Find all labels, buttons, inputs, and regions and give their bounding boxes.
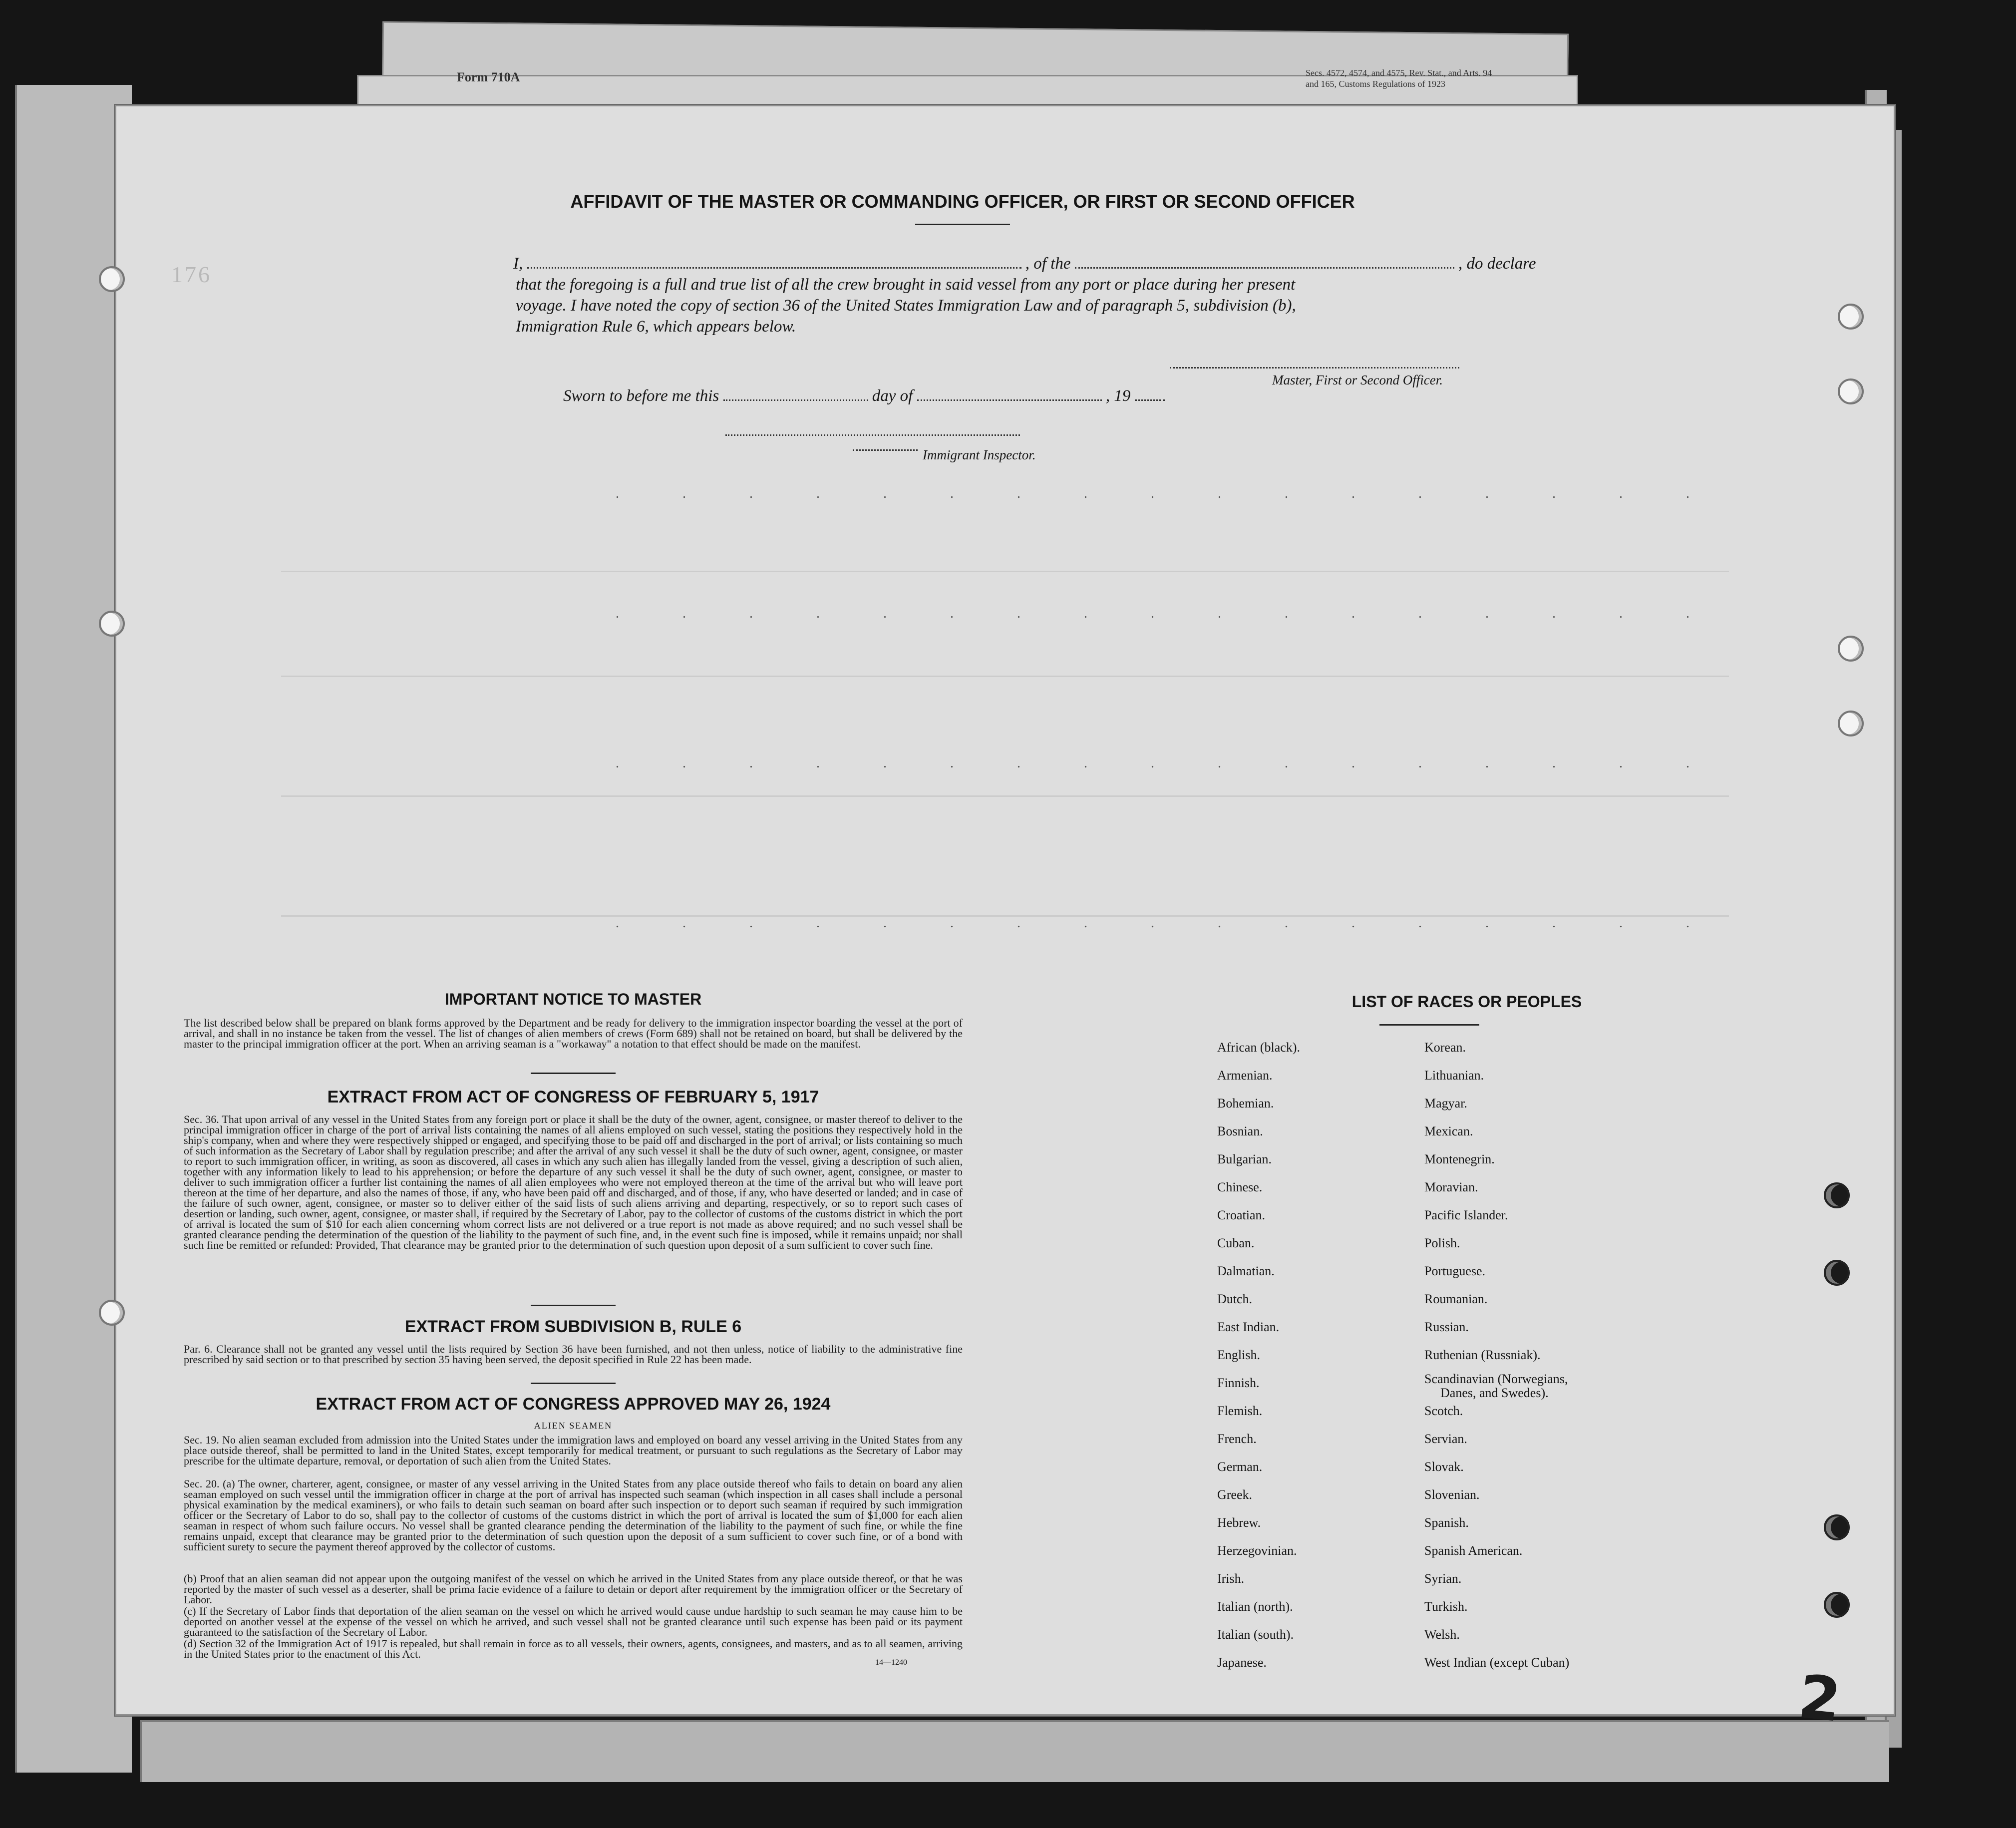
extract-1924-title: EXTRACT FROM ACT OF CONGRESS APPROVED MAY 26, 1924 — [316, 1395, 831, 1414]
punch-hole — [1838, 304, 1864, 330]
race-item: Ruthenian (Russniak). — [1424, 1348, 1541, 1362]
race-item: Polish. — [1424, 1236, 1460, 1250]
extract-rule6-title: EXTRACT FROM SUBDIVISION B, RULE 6 — [404, 1317, 742, 1336]
race-item: English. — [1217, 1348, 1260, 1362]
race-item: Slovenian. — [1424, 1487, 1480, 1502]
race-item: Bohemian. — [1217, 1096, 1274, 1110]
sworn-text: Sworn to before me this — [563, 387, 719, 405]
sworn-year-blank[interactable] — [1135, 387, 1165, 401]
affidavit-line-2: that the foregoing is a full and true list of all the crew brought in said vessel from any port or place during her present — [516, 276, 1296, 294]
race-item: Herzegovinian. — [1217, 1543, 1297, 1558]
notice-body: The list described below shall be prepared on blank forms approved by the Department and be ready for delivery to the immigration inspector boarding the vessel at the port of arrival, and shall in no instance be taken from the vessel. The list of changes of alien members of crews (Form 689) shall not be retained on board, but shall be delivered by the master to the principal immigration officer at the port. When an arriving seaman is a "workaway" a notation to that effect should be made on the manifest. — [184, 1017, 963, 1050]
sworn-day-blank[interactable] — [723, 387, 868, 401]
races-rule — [1379, 1024, 1479, 1026]
notice-rule — [531, 1073, 616, 1074]
punch-hole — [99, 266, 125, 292]
affidavit-line-4: Immigration Rule 6, which appears below. — [516, 318, 796, 336]
race-item: Hebrew. — [1217, 1515, 1261, 1530]
underlying-sheet-bottom — [140, 1720, 1889, 1782]
race-item: Scotch. — [1424, 1404, 1463, 1418]
punch-hole — [1824, 1260, 1850, 1286]
race-item: Dutch. — [1217, 1292, 1253, 1306]
inspector-caption: Immigrant Inspector. — [923, 447, 1036, 462]
race-item: Lithuanian. — [1424, 1068, 1484, 1083]
vessel-blank[interactable] — [1075, 255, 1454, 269]
race-item: Welsh. — [1424, 1627, 1460, 1642]
sec-20a: Sec. 20. (a) The owner, charterer, agent, consignee, or master of any vessel arriving in the United States from any place outside thereof who fails to detain on board any alien seaman employed on such vessel until the immigration officer in charge at the port of arrival has inspected such seaman (which inspection in all cases shall include a personal physical examination by the medical examiners), or who fails to detain such seaman on board after such inspection or to deport such seaman if required by such immigration officer or the Secretary of Labor to do so, shall pay to the collector of customs of the customs district in which the port of arrival is located the sum of $1,000 for each alien seaman in respect of whom such failure occurs. No vessel shall be granted clearance pending the determination of the liability to the payment of such fine, or while the fine remains unpaid, except that clearance may be granted prior to the determination of such question upon the deposit of a sum sufficient to cover such fine, or of a bond with sufficient surety to secure the payment thereof approved by the collector of customs. — [184, 1477, 963, 1553]
extract-rule6-body: Par. 6. Clearance shall not be granted any vessel until the lists required by Section 36 have been furnished, and not then unless, notice of liability to the administrative fine prescribed by said section or to that prescribed by section 35 having been served, the deposit specified in Rule 22 has been made. — [184, 1343, 963, 1366]
race-item: Dalmatian. — [1217, 1264, 1275, 1278]
race-item: Cuban. — [1217, 1236, 1255, 1250]
race-item: West Indian (except Cuban) — [1424, 1655, 1570, 1670]
race-item: German. — [1217, 1460, 1263, 1474]
race-item: Japanese. — [1217, 1655, 1267, 1670]
race-item: Turkish. — [1424, 1599, 1468, 1614]
master-caption: Master, First or Second Officer. — [1272, 372, 1443, 387]
notice-title: IMPORTANT NOTICE TO MASTER — [444, 990, 702, 1008]
affidavit-declaration-line — [513, 254, 1536, 274]
affidavit-sheet — [115, 105, 1895, 1736]
bleed-through-line — [281, 571, 1729, 572]
race-item: African (black). — [1217, 1040, 1301, 1055]
race-item: Mexican. — [1424, 1124, 1473, 1138]
punch-hole — [1824, 1592, 1850, 1618]
race-item: Italian (north). — [1217, 1599, 1293, 1614]
form-number: 14—1240 — [875, 1658, 907, 1667]
race-item: Bosnian. — [1217, 1124, 1263, 1138]
extract-rule6-rule — [531, 1383, 616, 1384]
race-item: Irish. — [1217, 1571, 1245, 1586]
affidavit-title: AFFIDAVIT OF THE MASTER OR COMMANDING OFFICER, OR FIRST OR SECOND OFFICER — [570, 191, 1355, 212]
affidavit-line-3: voyage. I have noted the copy of section 36 of the United States Immigration Law and of paragraph 5, subdivision (b), — [516, 297, 1296, 315]
punch-hole — [1838, 636, 1864, 662]
punch-hole — [1838, 711, 1864, 736]
race-item: Pacific Islander. — [1424, 1208, 1508, 1222]
race-item: Spanish. — [1424, 1515, 1469, 1530]
race-item: Spanish American. — [1424, 1543, 1523, 1558]
race-item: Scandinavian (Norwegians, — [1424, 1372, 1568, 1386]
extract-1917-rule — [531, 1305, 616, 1306]
underlying-sheet-left — [15, 85, 132, 1773]
declaration-i: I, — [513, 255, 523, 273]
extract-1917-title: EXTRACT FROM ACT OF CONGRESS OF FEBRUARY 5, 1917 — [327, 1088, 819, 1106]
sections-reference: Secs. 4572, 4574, and 4575, Rev. Stat., and Arts. 94 and 165, Customs Regulations of 1923 — [1306, 68, 1492, 89]
inspector-short-line — [853, 448, 918, 451]
bleed-through-dots: . . . . . . . . . . . . . . . . . — [616, 915, 1719, 931]
declaration-of-the: , of the — [1025, 255, 1071, 273]
name-blank[interactable] — [527, 255, 1021, 269]
race-item: Italian (south). — [1217, 1627, 1294, 1642]
inspector-signature-line[interactable] — [725, 433, 1020, 436]
punch-hole — [1824, 1182, 1850, 1208]
handwritten-mark: 2 — [1795, 1662, 1844, 1736]
sec-20c: (c) If the Secretary of Labor finds that deportation of the alien seaman on the vessel on which he arrived would cause undue hardship to such seaman he may cause him to be deported on another vessel at the expense of the vessel on which he arrived, and such vessel shall not be granted clearance until such expense has been paid or its payment guaranteed to the satisfaction of the Secretary of Labor. — [184, 1605, 963, 1638]
punch-hole — [1824, 1514, 1850, 1540]
punch-hole — [99, 611, 125, 637]
race-item: Moravian. — [1424, 1180, 1478, 1194]
race-item: Portuguese. — [1424, 1264, 1486, 1278]
bleed-through-dots: . . . . . . . . . . . . . . . . . — [616, 486, 1719, 501]
race-item: Slovak. — [1424, 1460, 1464, 1474]
race-item: Montenegrin. — [1424, 1152, 1495, 1166]
race-item: Roumanian. — [1424, 1292, 1488, 1306]
sworn-month-blank[interactable] — [917, 387, 1102, 401]
sworn-year: , 19 — [1105, 387, 1131, 405]
sec-19: Sec. 19. No alien seaman excluded from admission into the United States under the immigration laws and employed on board any vessel arriving in the United States from any place outside thereof, shall be permitted to land in the United States, except temporarily for medical treatment, or pursuant to such regulations as the Secretary of Labor may prescribe for the ultimate departure, removal, or deportation of such alien from the United States. — [184, 1434, 963, 1467]
punch-hole — [1838, 378, 1864, 404]
race-item: East Indian. — [1217, 1320, 1280, 1334]
sworn-line — [563, 386, 1165, 406]
race-item: Korean. — [1424, 1040, 1466, 1055]
races-title: LIST OF RACES OR PEOPLES — [1351, 993, 1582, 1011]
punch-hole — [99, 1300, 125, 1326]
sworn-day-of: day of — [872, 387, 913, 405]
race-item: Russian. — [1424, 1320, 1469, 1334]
race-item: French. — [1217, 1432, 1257, 1446]
race-item: Bulgarian. — [1217, 1152, 1272, 1166]
race-item: Syrian. — [1424, 1571, 1462, 1586]
title-rule — [915, 224, 1010, 225]
race-item: Flemish. — [1217, 1404, 1263, 1418]
race-item: Chinese. — [1217, 1180, 1263, 1194]
form-label: Form 710A — [457, 70, 520, 84]
bleed-through-dots: . . . . . . . . . . . . . . . . . — [616, 606, 1719, 621]
bleed-through-dots: . . . . . . . . . . . . . . . . . — [616, 755, 1719, 771]
bleed-through-line — [281, 795, 1729, 797]
race-item: Greek. — [1217, 1487, 1253, 1502]
race-item: Magyar. — [1424, 1096, 1467, 1110]
alien-seamen-subtitle: ALIEN SEAMEN — [534, 1421, 613, 1431]
master-signature-line[interactable] — [1170, 366, 1459, 368]
page-number: 176 — [171, 262, 212, 287]
race-item: Servian. — [1424, 1432, 1467, 1446]
sec-20b: (b) Proof that an alien seaman did not appear upon the outgoing manifest of the vessel on which he arrived in the United States from any place outside thereof, or that he was reported by the master of such vessel as a deserter, shall be prima facie evidence of a failure to detain or deport after requirement by the immigration officer or the Secretary of Labor. — [184, 1572, 963, 1606]
bleed-through-line — [281, 676, 1729, 677]
race-item: Croatian. — [1217, 1208, 1266, 1222]
declaration-do-declare: , do declare — [1458, 255, 1536, 273]
sec-20d: (d) Section 32 of the Immigration Act of 1917 is repealed, but shall remain in force as to all vessels, their owners, agents, consignees, and masters, and as to all seamen, arriving in the United States prior to the enactment of this Act. — [184, 1637, 963, 1660]
race-item-continued: Danes, and Swedes). — [1440, 1386, 1549, 1400]
race-item: Finnish. — [1217, 1376, 1260, 1390]
race-item: Armenian. — [1217, 1068, 1273, 1083]
extract-1917-body: Sec. 36. That upon arrival of any vessel in the United States from any foreign port or place it shall be the duty of the owner, agent, consignee, or master thereof to deliver to the principal immigration officer in charge of the port of arrival lists containing the names of all aliens employed on such vessel, stating the positions they respectively hold in the ship's company, when and where they were respectively shipped or engaged, and specifying those to be paid off and discharged in the port of arrival; or lists containing so much of such information as the Secretary of Labor shall by regulation prescribe; and after the arrival of any such vessel it shall be the duty of such owner, agent, consignee, or master to report to such immigration officer, in writing, as soon as discovered, all cases in which any such alien has illegally landed from the vessel, giving a description of such alien, together with any information likely to lead to his apprehension; or before the departure of any such vessel it shall be the duty of such owner, agent, consignee, or master to deliver to such immigration officer a further list containing the names of all alien employees who were not employed thereon at the time of the arrival but who will leave port thereon at the time of her departure, and also the names of those, if any, who have been paid off and discharged, and of those, if any, who have deserted or landed; and in case of the failure of such owner, agent, consignee, or master so to deliver either of the said lists of such aliens arriving and departing, respectively, or so to report such cases of desertion or landing, such owner, agent, consignee, or master shall, if required by the Secretary of Labor, pay to the collector of customs of the customs district in which the port of arrival is located the sum of $10 for each alien concerning whom correct lists are not delivered or a true report is not made as above required; and no such vessel shall be granted clearance pending the determination of the question of the liability to the payment of such fine, and, in the event such fine is imposed, while it remains unpaid; nor shall such fine be remitted or refunded: Provided, That clearance may be granted prior to the determination of such question upon deposit of a sum sufficient to cover such fine. — [184, 1113, 963, 1251]
